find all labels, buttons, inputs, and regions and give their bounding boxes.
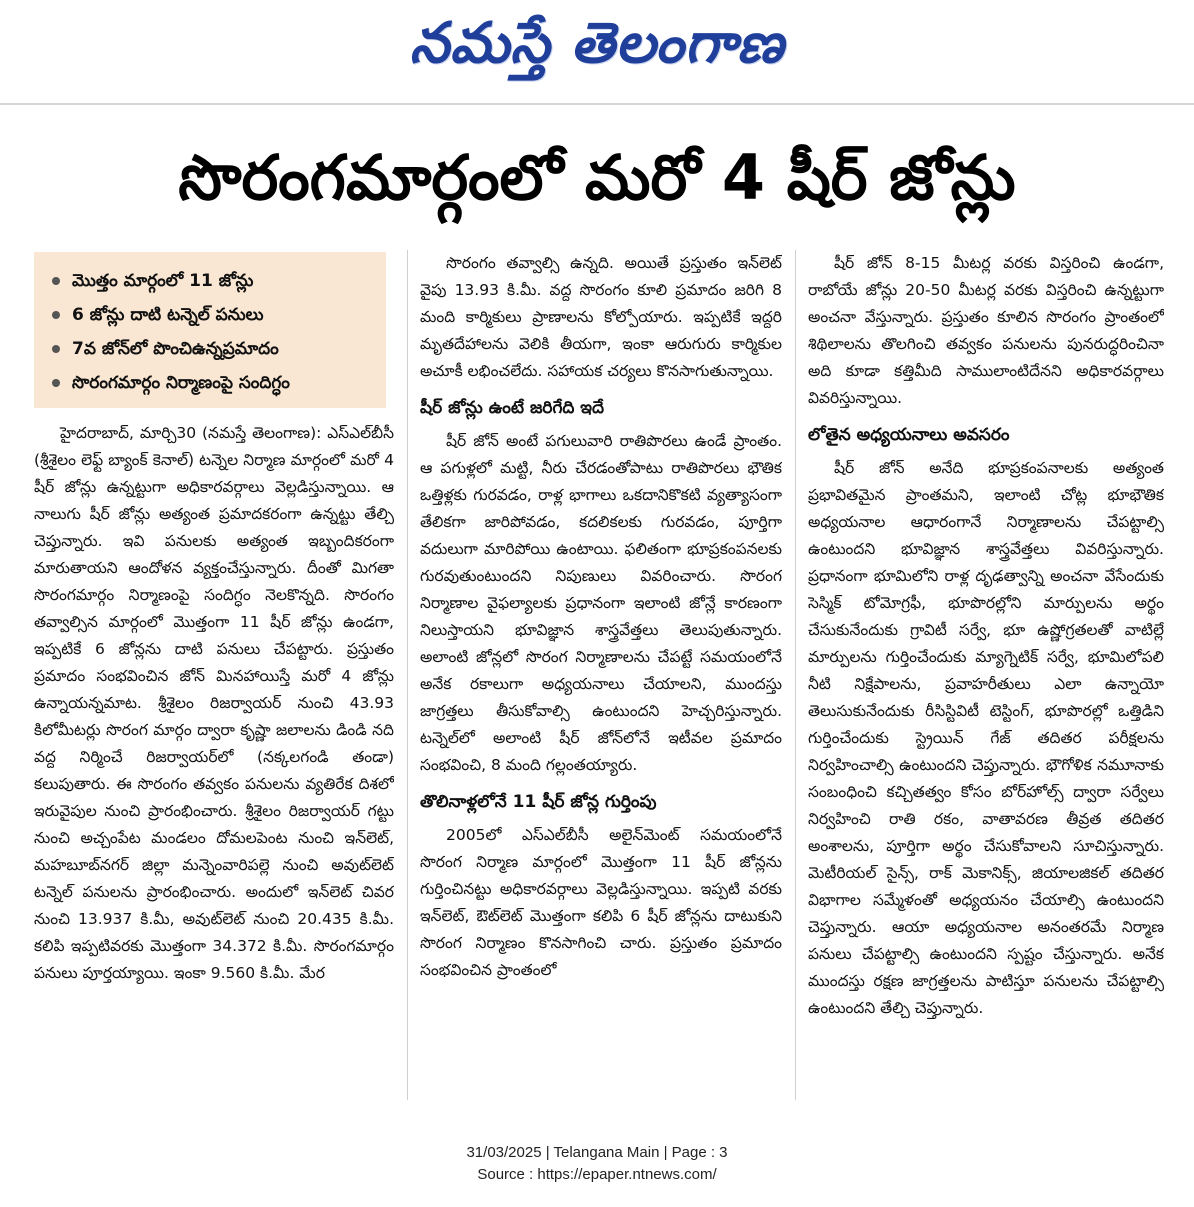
article-paragraph: షీర్ జోన్ అంటే పగులువారి రాతిపొరలు ఉండే ప్రాంతం. ఆ పగుళ్లలో మట్టి, నీరు చేరడంతోపాటు రాతిపొరలు భౌతిక ఒత్తిళ్లకు గురవడం, రాళ్ల భాగాలు ఒకదానికొకటి వ్యత్యాసంగా తేలికగా జారిపోవడం, కదలికలకు గురవడం, పూర్తిగా వదులుగా మారిపోయి ఉంటాయి. ఫలితంగా భూప్రకంపనలకు గురవుతుంటుందని నిపుణులు వివరించారు. సొరంగ నిర్మాణాల వైఫల్యాలకు ప్రధానంగా ఇలాంటి జోన్లే కారణంగా నిలుస్తాయని భూవిజ్ఞాన శాస్త్రవేత్తలు తెలుపుతున్నారు. అలాంటి జోన్లలో సొరంగ నిర్మాణాలను చేపట్టే సమయంలోనే అనేక రకాలుగా అధ్యయనాలు చేయాలని, ముందస్తు జాగ్రత్తలు తీసుకోవాల్సి ఉంటుందని హెచ్చరిస్తున్నారు. టన్నెల్‌లో అలాంటి షీర్ జోన్‌లోనే ఇటీవల ప్రమాదం సంభవించి, 8 మంది గల్లంతయ్యారు.: [420, 432, 782, 774]
highlight-item: మొత్తం మార్గంలో 11 జోన్లు: [52, 264, 376, 298]
headline: సొరంగమార్గంలో మరో 4 షీర్ జోన్లు: [178, 141, 1016, 214]
footer-source-line[interactable]: Source : https://epaper.ntnews.com/: [477, 1166, 717, 1183]
highlight-item: 6 జోన్లు దాటి టన్నెల్ పనులు: [52, 298, 376, 332]
article-column-1: [34, 420, 394, 1100]
subheading: తొలినాళ్లలోనే 11 షీర్ జోన్ల గుర్తింపు: [420, 792, 657, 812]
bullet-icon: [52, 379, 60, 387]
masthead: [0, 0, 1194, 100]
bullet-icon: [52, 311, 60, 319]
article-paragraph: 2005లో ఎస్ఎల్‌బీసీ అలైన్‌మెంట్ సమయంలోనే సొరంగ నిర్మాణ మార్గంలో మొత్తంగా 11 షీర్ జోన్లను గుర్తించినట్టు అధికారవర్గాలు వెల్లడిస్తున్నాయి. ఇప్పటి వరకు ఇన్‌లెట్, ఔట్‌లెట్ మొత్తంగా కలిపి 6 షీర్ జోన్లను దాటుకుని సొరంగ నిర్మాణం కొనసాగించి చారు. ప్రస్తుతం ప్రమాదం సంభవించిన ప్రాంతంలో: [420, 826, 782, 979]
article-paragraph: హైదరాబాద్, మార్చి30 (నమస్తే తెలంగాణ): ఎస్ఎల్‌బీసీ (శ్రీశైలం లెఫ్ట్ బ్యాంక్ కెనాల్) టన్నెల నిర్మాణ మార్గంలో మరో 4 షీర్ జోన్లు ఉన్నట్టుగా అధికారవర్గాలు వెల్లడిస్తున్నాయి. ఆ నాలుగు షీర్ జోన్లు అత్యంత ప్రమాదకరంగా ఉన్నట్టు తేల్చి చెప్తున్నారు. ఇవి పనులకు అత్యంత ఇబ్బందికరంగా మారుతాయని ఆందోళన వ్యక్తంచేస్తున్నారు. దీంతో మిగతా సొరంగమార్గం నిర్మాణంపై సందిగ్ధం నెలకొన్నది. సొరంగం తవ్వాల్సిన మార్గంలో మొత్తంగా 11 షీర్ జోన్లు ఉండగా, ఇప్పటికే 6 జోన్లను దాటి పనులు చేపట్టారు. ప్రస్తుతం ప్రమాదం సంభవించిన జోన్ మినహాయిస్తే మరో 4 జోన్లు ఉన్నాయన్నమాట. శ్రీశైలం రిజర్వాయర్ నుంచి 43.93 కిలోమీటర్లు సొరంగ మార్గం ద్వారా కృష్ణా జలాలను డిండి నది వద్ద నిర్మించే రిజర్వాయర్‌లో (నక్కలగండి తండా) కలుపుతారు. ఈ సొరంగం తవ్వకం పనులను వ్యతిరేక దిశలో ఇరువైపుల నుంచి ప్రారంభించారు. శ్రీశైలం రిజర్వాయర్ గట్టు నుంచి అచ్చంపేట మండలం దోమలపెంట నుంచి ఇన్‌లెట్, మహబూబ్‌నగర్ జిల్లా మన్నెంవారిపల్లె నుంచి అవుట్‌లెట్ టన్నెల్ పనులను ప్రారంభించారు. అందులో ఇన్‌లెట్ చివర నుంచి 13.937 కి.మీ, అవుట్‌లెట్ నుంచి 20.435 కి.మీ. కలిపి ఇప్పటివరకు మొత్తంగా 34.372 కి.మీ. సొరంగమార్గం పనులు పూర్తయ్యాయి. ఇంకా 9.560 కి.మీ. మేర: [34, 424, 394, 982]
article-paragraph: షీర్ జోన్ అనేది భూప్రకంపనాలకు అత్యంత ప్రభావితమైన ప్రాంతమని, ఇలాంటి చోట్ల భూభౌతిక అధ్యయనాల ఆధారంగానే నిర్మాణాలను చేపట్టాల్సి ఉంటుందని భూవిజ్ఞాన శాస్త్రవేత్తలు వివరిస్తున్నారు. ప్రధానంగా భూమిలోని రాళ్ల దృఢత్వాన్ని అంచనా వేసేందుకు సెస్మిక్ టోమోగ్రఫీ, భూపొరల్లోని మార్పులను అర్థం చేసుకునేందుకు గ్రావిటీ సర్వే, భూ ఉష్ణోగ్రతలతో వాటిల్లే మార్పులను గుర్తించేందుకు మ్యాగ్నెటిక్ సర్వే, భూమిలోపలి నీటి నిక్షేపాలను, ప్రవాహరీతులు ఎలా ఉన్నాయో తెలుసుకునేందుకు రీసిస్టివిటీ టెస్టింగ్, భూపొరల్లో ఒత్తిడిని గుర్తించేందుకు స్ట్రెయిన్ గేజ్ తదితర పరీక్షలను నిర్వహించాల్సి ఉంటుందని చెప్తున్నారు. భౌగోళిక నమూనాకు సంబంధించి కచ్చితత్వం కోసం బోర్‌హోల్స్ ద్వారా సర్వేలు నిర్వహించి రాతి రకం, వాతావరణ తీవ్రత తదితర అంశాలను, పూర్తిగా అర్థం చేసుకోవాలని సూచిస్తున్నారు. మెటీరియల్ సైన్స్, రాక్ మెకానిక్స్, జియాలజికల్ తదితర విభాగాల సమ్మేళంతో అధ్యయనం చేయాల్సి ఉంటుందని చెప్తున్నారు. ఆయా అధ్యయనాల అనంతరమే నిర్మాణ పనులు చేపట్టాల్సి ఉంటుందని స్పష్టం చేస్తున్నారు. అనేక ముందస్తు రక్షణ జాగ్రత్తలను పాటిస్తూ పనులను చేపట్టాల్సి ఉంటుందని తేల్చి చెప్తున్నారు.: [808, 459, 1164, 1017]
article-column-3: [808, 250, 1164, 1100]
subheading: షీర్ జోన్లు ఉంటే జరిగేది ఇదే: [420, 398, 605, 418]
bullet-icon: [52, 345, 60, 353]
masthead-rule: [0, 103, 1194, 105]
column-divider: [795, 250, 796, 1100]
subheading: లోతైన అధ్యయనాలు అవసరం: [808, 425, 1010, 445]
article-paragraph: షీర్ జోన్ 8-15 మీటర్ల వరకు విస్తరించి ఉండగా, రాబోయే జోన్లు 20-50 మీటర్ల వరకు విస్తరించి ఉన్నట్టుగా అంచనా వేస్తున్నారు. ప్రస్తుతం కూలిన సొరంగం ప్రాంతంలో శిథిలాలను తొలగించి తవ్వకం పనులను పునరుద్ధరించినా అది కూడా కత్తిమీది సాములాంటిదేనని అధికారవర్గాలు వివరిస్తున్నాయి.: [808, 254, 1164, 407]
article-column-2: [420, 250, 782, 1100]
footer-date-line: 31/03/2025 | Telangana Main | Page : 3: [466, 1144, 728, 1161]
footer: [0, 1142, 1194, 1186]
column-divider: [407, 250, 408, 1100]
article-paragraph: సొరంగం తవ్వాల్సి ఉన్నది. అయితే ప్రస్తుతం ఇన్‌లెట్ వైపు 13.93 కి.మీ. వద్ద సొరంగం కూలి ప్రమాదం జరిగి 8 మంది కార్మికులు ప్రాణాలను కోల్పోయారు. ఇప్పటికే ఇద్దరి మృతదేహాలను వెలికి తీయగా, ఇంకా ఆరుగురు కార్మికుల అచూకీ లభించలేదు. సహాయక చర్యలు కొనసాగుతున్నాయి.: [420, 254, 782, 380]
highlights-box: [34, 252, 386, 408]
highlight-item: 7వ జోన్‌లో పొంచిఉన్నప్రమాదం: [52, 332, 376, 366]
highlight-item: సొరంగమార్గం నిర్మాణంపై సందిగ్ధం: [52, 366, 376, 400]
bullet-icon: [52, 277, 60, 285]
newspaper-logo: నమస్తే తెలంగాణ: [409, 10, 785, 76]
